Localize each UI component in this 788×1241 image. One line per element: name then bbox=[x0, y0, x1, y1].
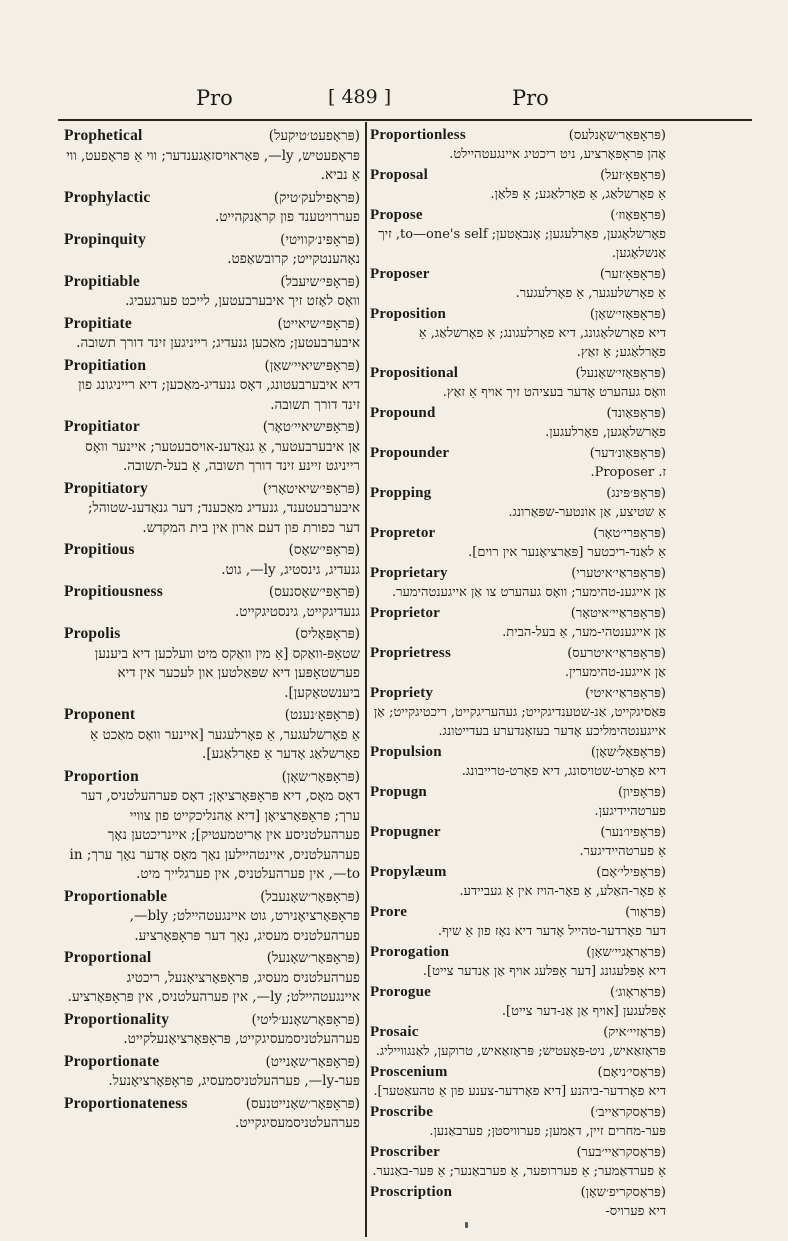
entry-pronunciation: (פּראָפּאָ׳זעל) bbox=[600, 168, 666, 183]
entry-head-line bbox=[370, 1183, 666, 1202]
entry-pronunciation: (פּראָזיי׳איק) bbox=[603, 1025, 666, 1040]
entry-head-line bbox=[370, 265, 666, 284]
right-guide-word: Pro bbox=[512, 86, 549, 110]
entry-headword: Propugner bbox=[370, 824, 441, 840]
entry-definition: דאָס מאָס, דיא פּראָפּאָרציאָן; דאָס פערהעלטניס, דער ערך; פּראָפּאָרציאָן [דיא אַהנליכקייט פון צוויי פערהעלטניסע אין אַריטמעטיק]; איינריכטען נאָך פערהעלטניס, איינטהיילען נאָך מאָס אָדער נאָך ערך; in—to, אין פערהעלטניס, אין פערגלייך מיט. bbox=[69, 788, 360, 882]
dictionary-entry bbox=[370, 863, 666, 901]
entry-head-line bbox=[370, 943, 666, 962]
dictionary-entry bbox=[64, 887, 360, 947]
entry-pronunciation: (פּראָפּי׳שיאיטאָרי) bbox=[262, 480, 360, 497]
ink-mark bbox=[465, 1222, 468, 1228]
entry-pronunciation: (פּראָפּ׳פּינג) bbox=[606, 486, 666, 501]
entry-head-line bbox=[64, 1094, 360, 1115]
dictionary-entry bbox=[370, 644, 666, 682]
entry-definition: איבערבעטענד, גנעדיג מאַכענד; דער גנאַדענ-שטוהל; דער כפורת פון דעם ארון אין בית המקדש. bbox=[87, 500, 360, 536]
entry-head-line bbox=[370, 644, 666, 663]
dictionary-entry bbox=[370, 524, 666, 562]
entry-pronunciation: (פּראָפּאָר׳שאָנייטנעס) bbox=[245, 1095, 360, 1112]
entry-definition: אַ פאָרשלעגער, אַ פאָרלעגער [איינער וואָס מאַכט אַ פאָרשלאַג אָדער אַ פאָרלאַגע]. bbox=[90, 726, 360, 762]
dictionary-entry bbox=[64, 188, 360, 228]
entry-headword: Proprietress bbox=[370, 645, 451, 661]
entry-definition: פערטהיידיגען. bbox=[594, 804, 666, 819]
entry-definition: פערהעלטניס מעסיג, פּראָפּאָרציאָנעל, ריכטיג איינגעטהיילט; ly—, אין פערהעלטניס, אין פּראָפּאָרציע. bbox=[67, 969, 360, 1005]
entry-pronunciation: (פּראָפעט׳טיקעל) bbox=[268, 128, 360, 144]
dictionary-entry bbox=[64, 356, 360, 416]
dictionary-entry bbox=[64, 948, 360, 1008]
entry-head-line bbox=[370, 823, 666, 842]
entry-definition: גנעדיג, גינסטיג, ly—, גוט. bbox=[221, 561, 360, 578]
entry-pronunciation: (פּראָפּאָר׳שאָנלעס) bbox=[568, 128, 666, 143]
entry-head-line bbox=[64, 1010, 360, 1031]
entry-headword: Propounder bbox=[370, 445, 450, 461]
entry-headword: Propitiator bbox=[64, 418, 140, 435]
dictionary-entry bbox=[370, 404, 666, 442]
dictionary-entry bbox=[64, 624, 360, 703]
entry-headword: Propugn bbox=[370, 784, 427, 800]
entry-headword: Propitiatory bbox=[64, 479, 148, 497]
dictionary-entry bbox=[64, 126, 360, 186]
entry-definition: פּראָפעטיש, ly—, פּאַראויסזאַגענדער; ווי אַ פּראָפעט, ווי אַ נביא. bbox=[66, 147, 360, 183]
entry-pronunciation: (פּראָפּאָ׳נענט) bbox=[284, 707, 360, 723]
entry-head-line bbox=[370, 1063, 666, 1082]
dictionary-entry bbox=[370, 126, 666, 164]
entry-headword: Propose bbox=[370, 207, 423, 223]
dictionary-entry bbox=[370, 783, 666, 821]
entry-head-line bbox=[64, 230, 360, 251]
entry-definition: גנעדיגקייט, גינסטיגקייט. bbox=[235, 603, 360, 620]
entry-definition: אַ פאָרשלעגער, אַ פאָרלעגער. bbox=[515, 286, 666, 301]
entry-head-line bbox=[370, 564, 666, 583]
entry-definition: וואָס געהערט אָדער בעציהט זיך אויף אַ זאַץ. bbox=[442, 385, 666, 400]
entry-definition: אָפּלעגען [אויף אַן אַנ-דער צייט]. bbox=[501, 1004, 666, 1019]
entry-definition: נאָהענטקייט; קרובשאַפט. bbox=[227, 251, 360, 267]
entry-definition: אָהן פּראָפּאָרציע, ניט ריכטיג איינגעטהיילט. bbox=[449, 147, 666, 162]
entry-definition: אַ שטיצע, אַן אונטער-שפּאַרונג. bbox=[508, 505, 666, 520]
dictionary-entry bbox=[370, 444, 666, 482]
entry-definition: אַ פאָרשלאַג, אַ פאָרלאַגע; אַ פּלאַן. bbox=[490, 187, 666, 202]
dictionary-entry bbox=[370, 484, 666, 522]
dictionary-entry bbox=[370, 903, 666, 941]
entry-definition: דיא איבערבעטונג, דאָס גנעדיג-מאַכען; דיא רייניגונג פון זינד דורך תשובה. bbox=[78, 377, 360, 413]
entry-pronunciation: (פּראָפּראַיי׳איטאָר) bbox=[570, 606, 666, 621]
entry-definition: אַ לאַנד-ריכטער [פּאַרציאָנער אין רוים]. bbox=[468, 545, 666, 560]
entry-definition: דיא אָפּלעגונג [דער אָפּלעג אויף אַן אַנדער צייט]. bbox=[422, 964, 666, 979]
entry-head-line bbox=[64, 126, 360, 147]
entry-pronunciation: (פּראָפּאָר׳שאָן) bbox=[281, 768, 360, 785]
entry-definition: דיא פאָרדער-ביהנע [דיא פאָרדער-צענע פון אַ טהעאַטער]. bbox=[373, 1084, 666, 1099]
entry-headword: Propound bbox=[370, 405, 436, 421]
entry-headword: Prorogue bbox=[370, 984, 432, 1000]
dictionary-entry bbox=[370, 604, 666, 642]
entry-pronunciation: (פּראָראָגיי׳שאָן) bbox=[586, 945, 666, 960]
dictionary-entry bbox=[64, 1094, 360, 1134]
entry-head-line bbox=[64, 705, 360, 726]
dictionary-entry bbox=[64, 582, 360, 622]
entry-headword: Propriety bbox=[370, 685, 434, 701]
entry-head-line bbox=[370, 1143, 666, 1162]
entry-head-line bbox=[370, 364, 666, 383]
entry-pronunciation: (פּראָפּאָרשאָנע׳ליטי) bbox=[251, 1011, 360, 1028]
entry-pronunciation: (פּראָפּיו׳נער) bbox=[600, 825, 666, 840]
dictionary-entry bbox=[64, 230, 360, 270]
entry-pronunciation: (פּראָפּי׳שאָסנעס) bbox=[268, 584, 360, 600]
entry-head-line bbox=[64, 767, 360, 788]
dictionary-entry bbox=[64, 540, 360, 580]
entry-head-line bbox=[64, 582, 360, 603]
dictionary-entry bbox=[370, 743, 666, 781]
entry-definition: שטאָפּ-וואַקס [אַ מין וואַקס מיט וועלכען דיא ביענען פערשטאָפּען דיא שפּאַלטען און לעכער אין דיא ביענשטאָקען]. bbox=[94, 645, 360, 701]
entry-definition: פערהעלטניסמעסיגקייט. bbox=[235, 1115, 360, 1131]
entry-pronunciation: (פּראָפּאָר׳שאָנייט) bbox=[265, 1053, 360, 1070]
entry-definition: אַן אייגענ-טהימער; וואָס געהערט צו אַן אייגענטהימער. bbox=[392, 585, 666, 600]
entry-head-line bbox=[64, 624, 360, 645]
header-rule bbox=[58, 119, 752, 121]
entry-pronunciation: (פּראָסקראַיי׳בער) bbox=[576, 1145, 666, 1160]
entry-headword: Propping bbox=[370, 485, 432, 501]
entry-head-line bbox=[64, 479, 360, 500]
entry-head-line bbox=[370, 783, 666, 802]
page-number: [ 489 ] bbox=[328, 86, 392, 108]
dictionary-entry bbox=[64, 479, 360, 539]
entry-pronunciation: (פּראָפּאָר׳שאָנעל) bbox=[266, 950, 360, 966]
entry-head-line bbox=[64, 272, 360, 293]
entry-headword: Prosaic bbox=[370, 1024, 419, 1040]
entry-headword: Propitiation bbox=[64, 356, 147, 374]
dictionary-entry bbox=[370, 943, 666, 981]
dictionary-entry bbox=[64, 272, 360, 312]
entry-definition: ז. Proposer. bbox=[590, 465, 666, 480]
entry-headword: Proscription bbox=[370, 1184, 453, 1200]
dictionary-entry bbox=[370, 823, 666, 861]
dictionary-entry bbox=[64, 417, 360, 477]
entry-head-line bbox=[370, 444, 666, 463]
entry-head-line bbox=[64, 1052, 360, 1073]
entry-definition: דער פאָרדער-טהייל אָדער דיא נאָז פון אַ שיף. bbox=[437, 924, 666, 939]
entry-definition: איבערבעטען; מאַכען גנעדיג; רייניגען זינד דורך תשובה. bbox=[76, 335, 360, 351]
dictionary-entry bbox=[370, 1023, 666, 1061]
entry-head-line bbox=[64, 314, 360, 335]
entry-pronunciation: (פּראָפּאָל׳שאָן) bbox=[590, 745, 666, 760]
entry-headword: Propositional bbox=[370, 365, 459, 381]
entry-headword: Propinquity bbox=[64, 230, 147, 248]
entry-definition: פאָרשלאָגען, פאָרלעגען. bbox=[545, 425, 666, 440]
entry-pronunciation: (פּראָור) bbox=[625, 905, 666, 920]
entry-head-line bbox=[370, 166, 666, 185]
entry-headword: Propulsion bbox=[370, 744, 442, 760]
entry-head-line bbox=[370, 524, 666, 543]
entry-definition: פעררויטענד פון קראַנקהייט. bbox=[214, 209, 360, 225]
dictionary-entry bbox=[370, 265, 666, 303]
dictionary-entry bbox=[370, 305, 666, 362]
entry-pronunciation: (פּראָפּישיאיי׳טאָר) bbox=[262, 419, 360, 435]
entry-head-line bbox=[64, 417, 360, 438]
entry-headword: Proportionless bbox=[370, 127, 466, 143]
entry-pronunciation: (פּראָפּאָר׳שאָנעבל) bbox=[260, 888, 360, 905]
entry-headword: Prorogation bbox=[370, 944, 450, 960]
entry-headword: Propretor bbox=[370, 525, 436, 541]
entry-pronunciation: (פּראָפּאַונ׳דער) bbox=[589, 446, 666, 461]
entry-pronunciation: (פּראָסקריפ׳שאָן) bbox=[580, 1185, 666, 1200]
entry-pronunciation: (פּראָפּינ׳קוויטי) bbox=[280, 231, 360, 248]
dictionary-entry bbox=[64, 1052, 360, 1092]
entry-pronunciation: (פּראָסקראַייב׳) bbox=[590, 1105, 666, 1120]
entry-headword: Prophylactic bbox=[64, 188, 151, 206]
entry-pronunciation: (פּראָפּיון) bbox=[617, 785, 666, 800]
entry-headword: Proscriber bbox=[370, 1144, 441, 1160]
entry-headword: Proportional bbox=[64, 949, 152, 966]
entry-pronunciation: (פּראָפילעק׳טיק) bbox=[273, 189, 360, 206]
entry-pronunciation: (פּראָפּאָליס) bbox=[294, 626, 360, 642]
column-divider bbox=[365, 122, 367, 1237]
entry-definition: פּער-ly—, פערהעלטניסמעסיג, פּראָפּאָרציאָנעל. bbox=[108, 1073, 360, 1089]
entry-definition: פּראָזאַאיש, ניט-פּאָעטיש; פּראָזאַאיש, טרוקען, לאַנגווייליג. bbox=[375, 1044, 666, 1059]
dictionary-entry bbox=[370, 1143, 666, 1181]
entry-headword: Proposer bbox=[370, 266, 430, 282]
entry-head-line bbox=[370, 305, 666, 324]
entry-headword: Proprietary bbox=[370, 565, 448, 581]
entry-head-line bbox=[370, 743, 666, 762]
entry-pronunciation: (פּראָסי׳ניאָם) bbox=[597, 1065, 666, 1080]
entry-pronunciation: (פּראָפּראַי׳איטערי) bbox=[571, 566, 666, 581]
dictionary-entry bbox=[370, 1183, 666, 1221]
left-guide-word: Pro bbox=[196, 86, 233, 110]
dictionary-entry bbox=[64, 314, 360, 354]
entry-headword: Proportionateness bbox=[64, 1094, 188, 1112]
dictionary-entry bbox=[370, 1103, 666, 1141]
entry-headword: Propitiate bbox=[64, 314, 133, 332]
entry-headword: Proposition bbox=[370, 306, 447, 322]
entry-headword: Proportionate bbox=[64, 1052, 160, 1070]
entry-headword: Propitiousness bbox=[64, 583, 163, 600]
entry-definition: אַן איבערבעטער, אַ גנאַדענ-אויסבעטער; איינער וואָס רייניגט זיינע זינד דורך תשובה, אַ בעל-תשובה. bbox=[85, 438, 360, 474]
dictionary-entry bbox=[64, 1010, 360, 1050]
entry-pronunciation: (פּראָפּאָזי׳שאָן) bbox=[589, 307, 666, 322]
left-column bbox=[64, 126, 360, 1136]
entry-pronunciation: (פּראָפּאָוז׳) bbox=[610, 208, 666, 223]
entry-headword: Proprietor bbox=[370, 605, 441, 621]
entry-definition: פערהעלטניסמעסיגקייט, פּראָפּאָרציאָנעלקייט. bbox=[123, 1031, 360, 1047]
entry-pronunciation: (פּראָפּאַונד) bbox=[606, 406, 666, 421]
dictionary-entry bbox=[64, 705, 360, 765]
dictionary-entry bbox=[370, 364, 666, 402]
entry-head-line bbox=[370, 484, 666, 503]
entry-headword: Prore bbox=[370, 904, 408, 920]
entry-head-line bbox=[370, 983, 666, 1002]
entry-head-line bbox=[370, 903, 666, 922]
entry-definition: אַן אייגענ-טהימערין. bbox=[564, 665, 666, 680]
dictionary-entry bbox=[64, 767, 360, 885]
entry-head-line bbox=[370, 206, 666, 225]
entry-definition: פּאַסיגקייט, אַנ-שטענדיגקייט; געהעריגקייט, ריכטיגקייט; אַן אייגענטהימליכע אָדער בעזאָנדערע בעדייטונג. bbox=[373, 705, 666, 739]
entry-pronunciation: (פּראָפּראַי׳איטרעס) bbox=[567, 646, 666, 661]
entry-head-line bbox=[64, 887, 360, 908]
entry-headword: Proponent bbox=[64, 706, 136, 723]
entry-pronunciation: (פּראָפּי׳שיאייט) bbox=[277, 315, 360, 332]
entry-pronunciation: (פּראָפּישיאיי׳שאַן) bbox=[264, 357, 360, 374]
entry-definition: דיא פאָרט-שטויסונג, דיא פאָרט-טרייבונג. bbox=[461, 764, 666, 779]
entry-pronunciation: (פּראָפּילי׳אָם) bbox=[596, 865, 666, 880]
entry-headword: Propitiable bbox=[64, 272, 140, 290]
entry-headword: Proposal bbox=[370, 167, 428, 183]
dictionary-entry bbox=[370, 206, 666, 263]
entry-pronunciation: (פּראָפּרי׳טאָר) bbox=[593, 526, 666, 541]
entry-headword: Propylæum bbox=[370, 864, 447, 880]
dictionary-entry bbox=[370, 166, 666, 204]
entry-pronunciation: (פּראָפּאָ׳זער) bbox=[599, 267, 666, 282]
right-column bbox=[370, 126, 666, 1223]
entry-head-line bbox=[370, 1103, 666, 1122]
entry-pronunciation: (פּראָפּי׳שאָס) bbox=[288, 542, 360, 558]
entry-definition: דיא פערויס- bbox=[605, 1204, 666, 1219]
entry-headword: Propitious bbox=[64, 541, 135, 558]
entry-pronunciation: (פּראָפּאָזי׳שאָנעל) bbox=[575, 366, 666, 381]
entry-head-line bbox=[370, 404, 666, 423]
entry-head-line bbox=[370, 863, 666, 882]
entry-head-line bbox=[370, 1023, 666, 1042]
entry-definition: פאָרשלאָגען, פאָרלעגען; אָנבאָטען; to—one's self, זיך אָנשלאָגען. bbox=[378, 227, 666, 261]
entry-headword: Prophetical bbox=[64, 127, 143, 144]
entry-head-line bbox=[64, 356, 360, 377]
entry-head-line bbox=[370, 126, 666, 145]
entry-headword: Proscribe bbox=[370, 1104, 434, 1120]
entry-head-line bbox=[370, 604, 666, 623]
entry-definition: אַ פאָר-האַלע, אַ פאָר-הויז אין אַ געביידע. bbox=[459, 884, 666, 899]
dictionary-entry bbox=[370, 564, 666, 602]
entry-definition: אַ פערטהיידיגער. bbox=[579, 844, 666, 859]
entry-definition: דיא פאָרשלאָגונג, דיא פאָרלעגונג; אַ פאָרשלאַג, אַ פאָרלאַגע; אַ זאַץ. bbox=[418, 326, 666, 360]
entry-head-line bbox=[64, 948, 360, 969]
entry-definition: וואָס לאָזט זיך איבערבעטען, לייכט פערגעביג. bbox=[125, 293, 360, 309]
entry-head-line bbox=[64, 540, 360, 561]
dictionary-entry bbox=[370, 983, 666, 1021]
entry-headword: Proportionality bbox=[64, 1010, 170, 1028]
entry-definition: אַן אייגענטהי-מער, אַ בעל-הבית. bbox=[502, 625, 666, 640]
page-header bbox=[0, 86, 788, 116]
entry-head-line bbox=[370, 684, 666, 703]
entry-headword: Proportionable bbox=[64, 887, 168, 905]
entry-definition: אַ פערדאַמער; אַ פעררופער, אַ פערבאַנער; אַ פּער-באַנער. bbox=[372, 1164, 666, 1179]
entry-pronunciation: (פּראָפּראַי׳איטי) bbox=[584, 686, 666, 701]
entry-pronunciation: (פּראָראָוג׳) bbox=[610, 985, 666, 1000]
dictionary-entry bbox=[370, 1063, 666, 1101]
dictionary-entry bbox=[370, 684, 666, 741]
entry-head-line bbox=[64, 188, 360, 209]
entry-headword: Proscenium bbox=[370, 1064, 448, 1080]
entry-headword: Proportion bbox=[64, 767, 139, 785]
entry-definition: פּראָפּאָרציאָנירט, גוט איינגעטהיילט; bly—, פערהעלטניס מעסיג, נאָך דער פּראָפּאָרציע. bbox=[129, 908, 360, 944]
entry-definition: פּער-מחרים זיין, דאַמען; פערוויסטן; פערבאַנען. bbox=[429, 1124, 666, 1139]
entry-headword: Propolis bbox=[64, 625, 121, 642]
entry-pronunciation: (פּראָפּי׳שיעבל) bbox=[280, 273, 360, 290]
